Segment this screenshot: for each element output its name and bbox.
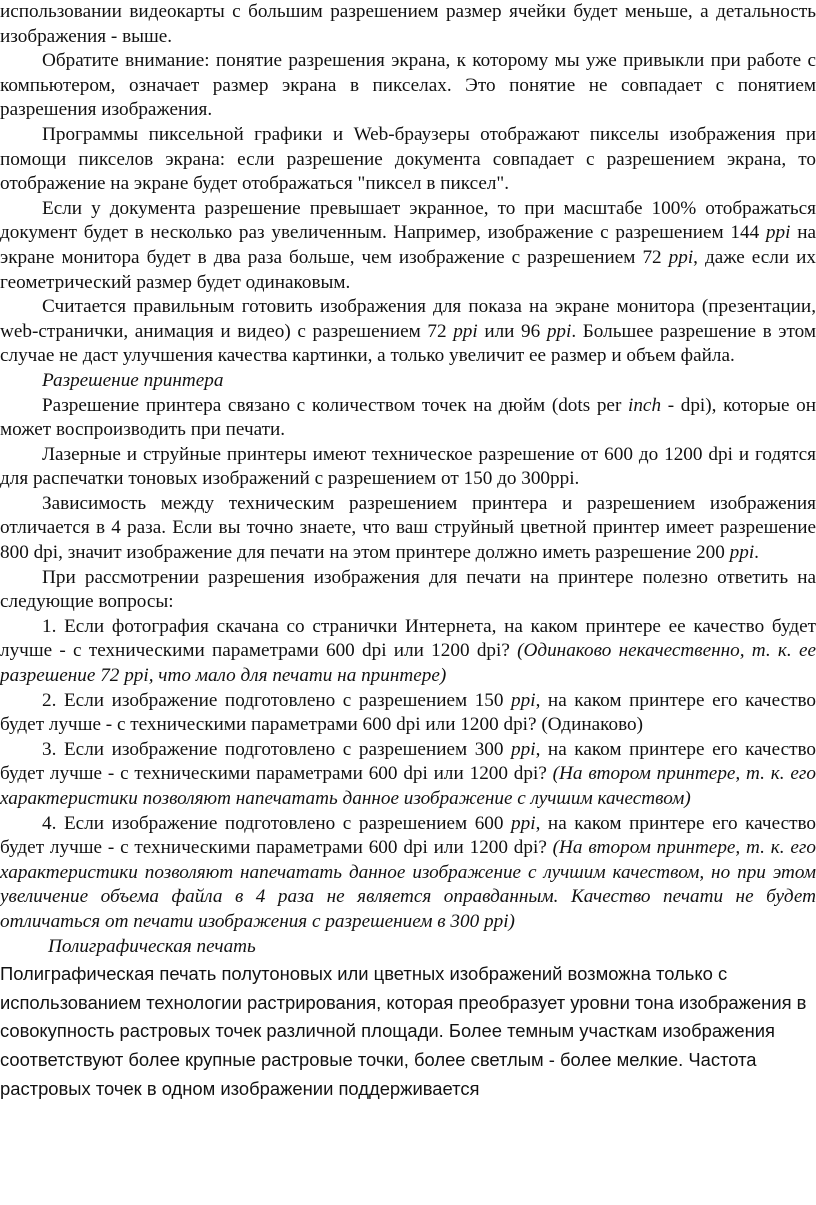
answer-text: (На втором принтере, т. к. его характеристики позволяют напечатать данное изображение с лучшим качеством, но при этом увеличение объема файла в 4 раза не является оправданным. Качество печати не будет отличаться от печати изображения с разрешением в 300 ppi) [0, 837, 816, 932]
paragraph-printer-dpi [0, 394, 816, 443]
paragraph-videocard [0, 0, 816, 49]
text-run: или 96 [477, 320, 547, 342]
question-text: 2. Если изображение подготовлено с разрешением 150 [42, 689, 512, 711]
text-run: Разрешение принтера связано с количеством точек на дюйм (dots per [42, 394, 628, 416]
text-run: . [754, 542, 759, 564]
heading-printer-resolution: Разрешение принтера [42, 369, 224, 391]
answer-text: (На втором принтере, т. к. его характеристики позволяют напечатать данное изображение с лучшим качеством) [0, 763, 816, 809]
question-text: 4. Если изображение подготовлено с разрешением 600 [42, 812, 512, 834]
text-run: Считается правильным готовить изображения для показа на экране монитора (презентации, web-странички, анимация и видео) с разрешением 72 [0, 296, 816, 342]
text-run: на экране монитора будет в два раза больше, чем изображение с разрешением 72 [0, 222, 816, 268]
text-run: . Большее разрешение в этом случае не даст улучшения качества картинки, а только увеличит ее размер и объем файла. [0, 320, 816, 367]
ppi-term: ppi [511, 738, 536, 760]
ppi-term: ppi [511, 689, 536, 711]
text-run: Зависимость между техническим разрешением принтера и разрешением изображения отличается в 4 раза. Если вы точно знаете, что ваш струйный цветной принтер имеет разрешение 800 dpi, значит изображение для печати на этом принтере должно иметь разрешение 200 [0, 492, 816, 564]
question-text: 3. Если изображение подготовлено с разрешением 300 [42, 738, 512, 760]
ppi-term: ppi [765, 222, 791, 244]
paragraph-text: Обратите внимание: понятие разрешения экрана, к которому мы уже привыкли при работе с компьютером, означает размер экрана в пикселах. Это понятие не совпадает с понятием разрешения изображения. [0, 50, 816, 121]
question-text: , на каком принтере его качество будет лучше - с техническими параметрами 600 dpi или 1200 dpi? (Одинаково) [0, 689, 816, 736]
paragraph-text: использовании видеокарты с большим разрешением размер ячейки будет меньше, а детальность изображения - выше. [0, 1, 816, 47]
paragraph-polygraphic: Полиграфическая печать полутоновых или цветных изображений возможна только с использованием технологии растрирования, которая преобразует уровни тона изображения в совокупность растровых точек различной площади. Более темным участкам изображения соответствуют более крупные растровые точки, более светлым - более мелкие. Частота растровых точек в одном изображении поддерживается [0, 963, 807, 1099]
text-run: Если у документа разрешение превышает экранное, то при масштабе 100% отображаться документ будет в несколько раз увеличенным. Например, изображение с разрешением 144 [0, 197, 816, 244]
question-text: 1. Если фотография скачана со странички Интернета, на каком принтере ее качество будет лучше - с техническими параметрами 600 dpi или 1200 dpi? [0, 615, 816, 662]
question-1 [0, 615, 816, 689]
inch-term: inch [628, 394, 662, 416]
paragraph-text: При рассмотрении разрешения изображения для печати на принтере полезно ответить на следующие вопросы: [0, 566, 816, 613]
text-run: - dpi), которые он может воспроизводить при печати. [0, 394, 816, 441]
ppi-term: ppi [453, 320, 478, 342]
paragraph-screen-resolution [0, 49, 816, 123]
paragraph-laser-inkjet [0, 443, 816, 492]
paragraph-scale [0, 197, 816, 295]
paragraph-text: Программы пиксельной графики и Web-браузеры отображают пикселы изображения при помощи пикселов экрана: если разрешение документа совпадает с разрешением экрана, то отображение на экране будет отображаться "пиксел в пиксел". [0, 123, 816, 195]
paragraph-text: Лазерные и струйные принтеры имеют техническое разрешение от 600 до 1200 dpi и годятся для распечатки тоновых изображений с разрешением от 150 до 300ppi. [0, 443, 816, 490]
ppi-term: ppi [511, 812, 536, 834]
ppi-term: ppi [546, 320, 572, 342]
question-2 [0, 689, 816, 738]
question-4 [0, 812, 816, 935]
paragraph-monitor-preparation [0, 295, 816, 369]
answer-text: (Одинаково некачественно, т. к. ее разрешение 72 ppi, что мало для печати на принтере) [0, 640, 816, 687]
text-run: , даже если их геометрический размер будет одинаковым. [0, 246, 816, 293]
question-text: , на каком принтере его качество будет лучше - с техническими параметрами 600 dpi или 1200 dpi? [0, 738, 816, 785]
question-3 [0, 738, 816, 812]
question-text: , на каком принтере его качество будет лучше - с техническими параметрами 600 dpi или 1200 dpi? [0, 812, 816, 859]
heading-polygraphic-printing: Полиграфическая печать [48, 935, 256, 957]
paragraph-pixel-graphics [0, 123, 816, 197]
ppi-term: ppi [729, 542, 755, 564]
ppi-term: ppi [668, 246, 694, 268]
paragraph-questions-intro [0, 566, 816, 615]
paragraph-dependency [0, 492, 816, 566]
